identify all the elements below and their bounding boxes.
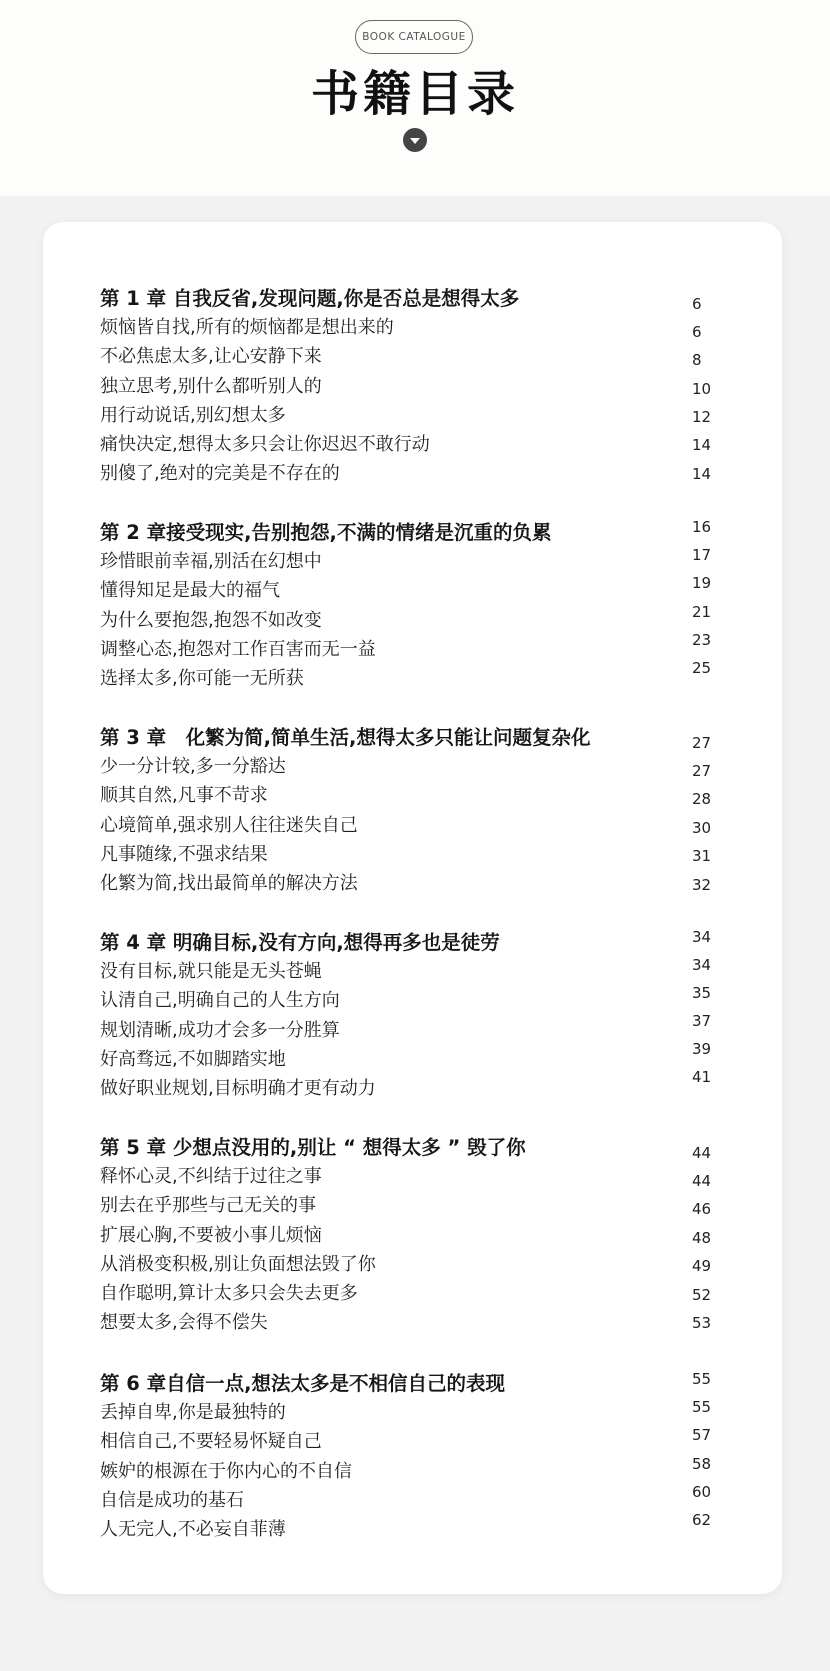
page-title: 书籍目录 [310,66,519,122]
chapter-title[interactable]: 第 4 章 明确目标,没有方向,想得再多也是徒劳 [100,931,500,954]
chapter-title[interactable]: 第 1 章 自我反省,发现问题,你是否总是想得太多 [100,287,520,310]
chapter-title[interactable]: 第 3 章 化繁为简,简单生活,想得太多只能让问题复杂化 [100,726,591,749]
section-title[interactable]: 自作聪明,算计太多只会失去更多 [100,1283,358,1304]
chevron-down-circle-icon[interactable] [403,128,427,152]
section-title[interactable]: 释怀心灵,不纠结于过往之事 [100,1166,322,1187]
section-page-number: 21 [692,603,712,621]
section-title[interactable]: 少一分计较,多一分豁达 [100,756,286,777]
section-page-number: 37 [692,1012,712,1030]
section-page-number: 32 [692,876,712,894]
section-title[interactable]: 认清自己,明确自己的人生方向 [100,990,340,1011]
section-page-number: 10 [692,380,712,398]
section-title[interactable]: 想要太多,会得不偿失 [100,1312,268,1333]
section-title[interactable]: 相信自己,不要轻易怀疑自己 [100,1431,322,1452]
section-title[interactable]: 调整心态,抱怨对工作百害而无一益 [100,639,376,660]
section-page-number: 60 [692,1483,712,1501]
section-title[interactable]: 凡事随缘,不强求结果 [100,844,268,865]
section-title[interactable]: 规划清晰,成功才会多一分胜算 [100,1020,340,1041]
section-page-number: 44 [692,1172,712,1190]
section-page-number: 48 [692,1229,712,1247]
section-title[interactable]: 懂得知足是最大的福气 [100,580,280,601]
section-title[interactable]: 好高骛远,不如脚踏实地 [100,1049,286,1070]
section-title[interactable]: 用行动说话,别幻想太多 [100,405,286,426]
section-page-number: 53 [692,1314,712,1332]
section-page-number: 14 [692,436,712,454]
section-page-number: 19 [692,574,712,592]
section-title[interactable]: 人无完人,不必妄自菲薄 [100,1519,286,1540]
section-page-number: 39 [692,1040,712,1058]
chapter-page-number: 27 [692,734,712,752]
section-title[interactable]: 别去在乎那些与己无关的事 [100,1195,316,1216]
chapter-title[interactable]: 第 6 章自信一点,想法太多是不相信自己的表现 [100,1372,506,1395]
section-page-number: 27 [692,762,712,780]
section-title[interactable]: 丢掉自卑,你是最独特的 [100,1402,286,1423]
chapter-page-number: 16 [692,518,712,536]
section-page-number: 14 [692,465,712,483]
section-title[interactable]: 扩展心胸,不要被小事儿烦恼 [100,1225,322,1246]
chapter-page-number: 55 [692,1370,712,1388]
section-page-number: 46 [692,1200,712,1218]
chapter-page-number: 34 [692,928,712,946]
header [0,0,830,196]
section-title[interactable]: 痛快决定,想得太多只会让你迟迟不敢行动 [100,434,430,455]
section-title[interactable]: 没有目标,就只能是无头苍蝇 [100,961,322,982]
section-page-number: 25 [692,659,712,677]
chapter-title[interactable]: 第 2 章接受现实,告别抱怨,不满的情绪是沉重的负累 [100,521,552,544]
section-title[interactable]: 顺其自然,凡事不苛求 [100,785,268,806]
section-title[interactable]: 从消极变积极,别让负面想法毁了你 [100,1254,376,1275]
section-title[interactable]: 烦恼皆自找,所有的烦恼都是想出来的 [100,317,394,338]
chapter-title[interactable]: 第 5 章 少想点没用的,别让 “ 想得太多 ” 毁了你 [100,1136,526,1159]
section-title[interactable]: 自信是成功的基石 [100,1490,244,1511]
section-title[interactable]: 为什么要抱怨,抱怨不如改变 [100,610,322,631]
section-page-number: 17 [692,546,712,564]
section-page-number: 8 [692,351,702,369]
section-page-number: 12 [692,408,712,426]
section-title[interactable]: 不必焦虑太多,让心安静下来 [100,346,322,367]
section-page-number: 62 [692,1511,712,1529]
section-title[interactable]: 心境简单,强求别人往往迷失自己 [100,815,358,836]
section-page-number: 35 [692,984,712,1002]
section-title[interactable]: 做好职业规划,目标明确才更有动力 [100,1078,376,1099]
section-page-number: 23 [692,631,712,649]
section-page-number: 6 [692,323,702,341]
section-page-number: 41 [692,1068,712,1086]
book-catalogue-badge: BOOK CATALOGUE [355,20,473,54]
section-title[interactable]: 独立思考,别什么都听别人的 [100,376,322,397]
section-title[interactable]: 化繁为简,找出最简单的解决方法 [100,873,358,894]
section-title[interactable]: 珍惜眼前幸福,别活在幻想中 [100,551,322,572]
section-page-number: 34 [692,956,712,974]
section-page-number: 31 [692,847,712,865]
section-page-number: 49 [692,1257,712,1275]
section-page-number: 30 [692,819,712,837]
chapter-page-number: 44 [692,1144,712,1162]
section-page-number: 55 [692,1398,712,1416]
chapter-page-number: 6 [692,295,702,313]
section-title[interactable]: 选择太多,你可能一无所获 [100,668,304,689]
section-page-number: 28 [692,790,712,808]
section-title[interactable]: 嫉妒的根源在于你内心的不自信 [100,1461,352,1482]
section-page-number: 52 [692,1286,712,1304]
section-page-number: 57 [692,1426,712,1444]
section-page-number: 58 [692,1455,712,1473]
section-title[interactable]: 别傻了,绝对的完美是不存在的 [100,463,340,484]
